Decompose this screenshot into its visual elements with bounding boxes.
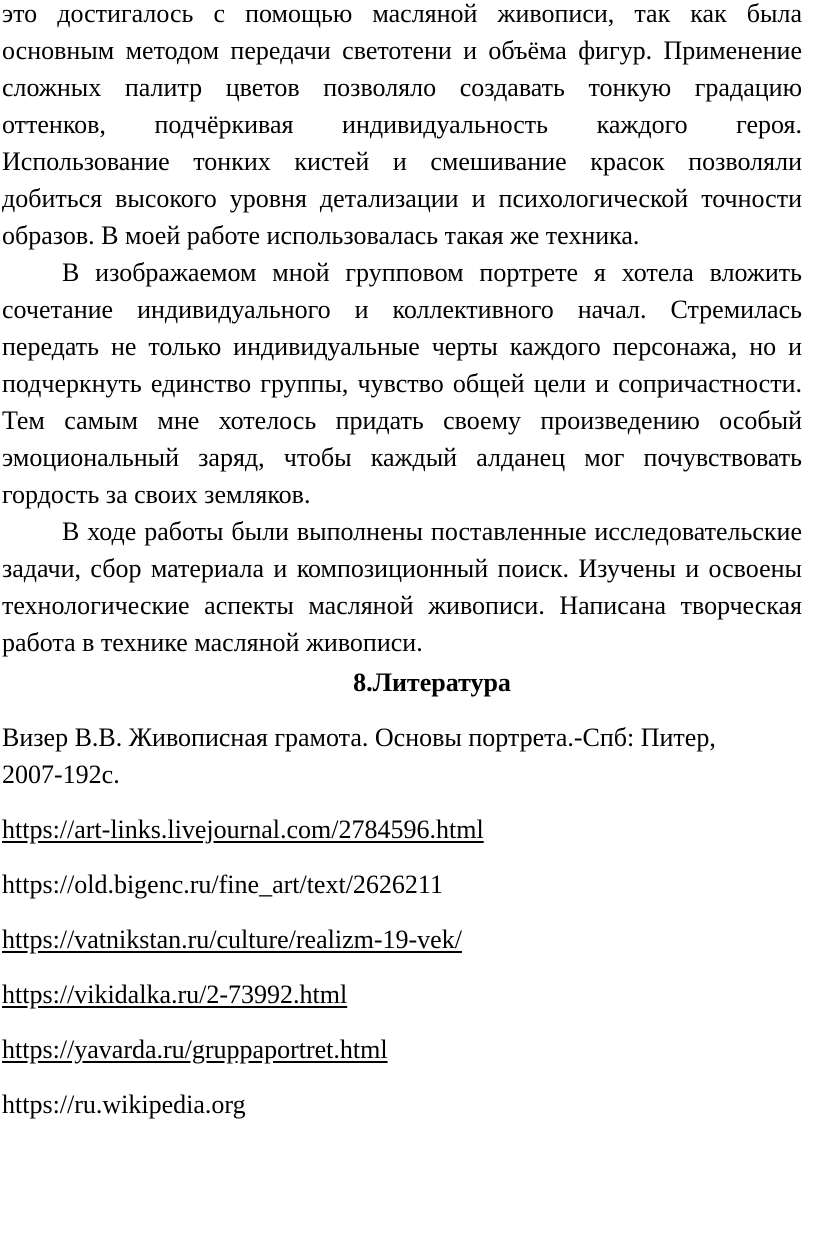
reference-link-4[interactable] — [2, 976, 802, 1013]
body-paragraph-2: В изображаемом мной групповом портрете я хотела вложить сочетание индивидуального и коллективного начал. Стремилась передать не только индивидуальные черты каждого персонажа, но и подчеркнуть единство группы, чувство общей цели и сопричастности. Тем самым мне хотелось придать своему произведению особый эмоциональный заряд, чтобы каждый алданец мог почувствовать гордость за своих земляков. — [2, 258, 802, 509]
reference-link-3[interactable] — [2, 921, 802, 958]
reference-link-1[interactable] — [2, 811, 802, 848]
reference-book: Визер В.В. Живописная грамота. Основы портрета.-Спб: Питер, 2007-192с. — [2, 723, 716, 789]
body-paragraph-3: В ходе работы были выполнены поставленные исследовательские задачи, сбор материала и композиционный поиск. Изучены и освоены технологические аспекты масляной живописи. Написана творческая работа в технике масляной живописи. — [2, 517, 802, 657]
reference-link-6 — [2, 1086, 802, 1123]
reference-link-1-text[interactable]: https://art-links.livejournal.com/2784596.html — [2, 815, 484, 844]
reference-link-2-text: https://old.bigenc.ru/fine_art/text/2626211 — [2, 870, 443, 899]
references-heading: 8.Литература — [353, 668, 511, 697]
reference-link-5-text[interactable]: https://yavarda.ru/gruppaportret.html — [2, 1035, 388, 1064]
reference-link-6-text: https://ru.wikipedia.org — [2, 1090, 246, 1119]
reference-link-3-text[interactable]: https://vatnikstan.ru/culture/realizm-19-vek/ — [2, 925, 462, 954]
reference-link-4-text[interactable]: https://vikidalka.ru/2-73992.html — [2, 980, 348, 1009]
body-paragraph-1: это достигалось с помощью масляной живописи, так как была основным методом передачи светотени и объёма фигур. Применение сложных палитр цветов позволяло создавать тонкую градацию оттенков, подчёркивая индивидуальность каждого героя. Использование тонких кистей и смешивание красок позволяли добиться высокого уровня детализации и психологической точности образов. В моей работе использовалась такая же техника. — [2, 0, 802, 250]
reference-link-2 — [2, 866, 802, 903]
reference-link-5[interactable] — [2, 1031, 802, 1068]
